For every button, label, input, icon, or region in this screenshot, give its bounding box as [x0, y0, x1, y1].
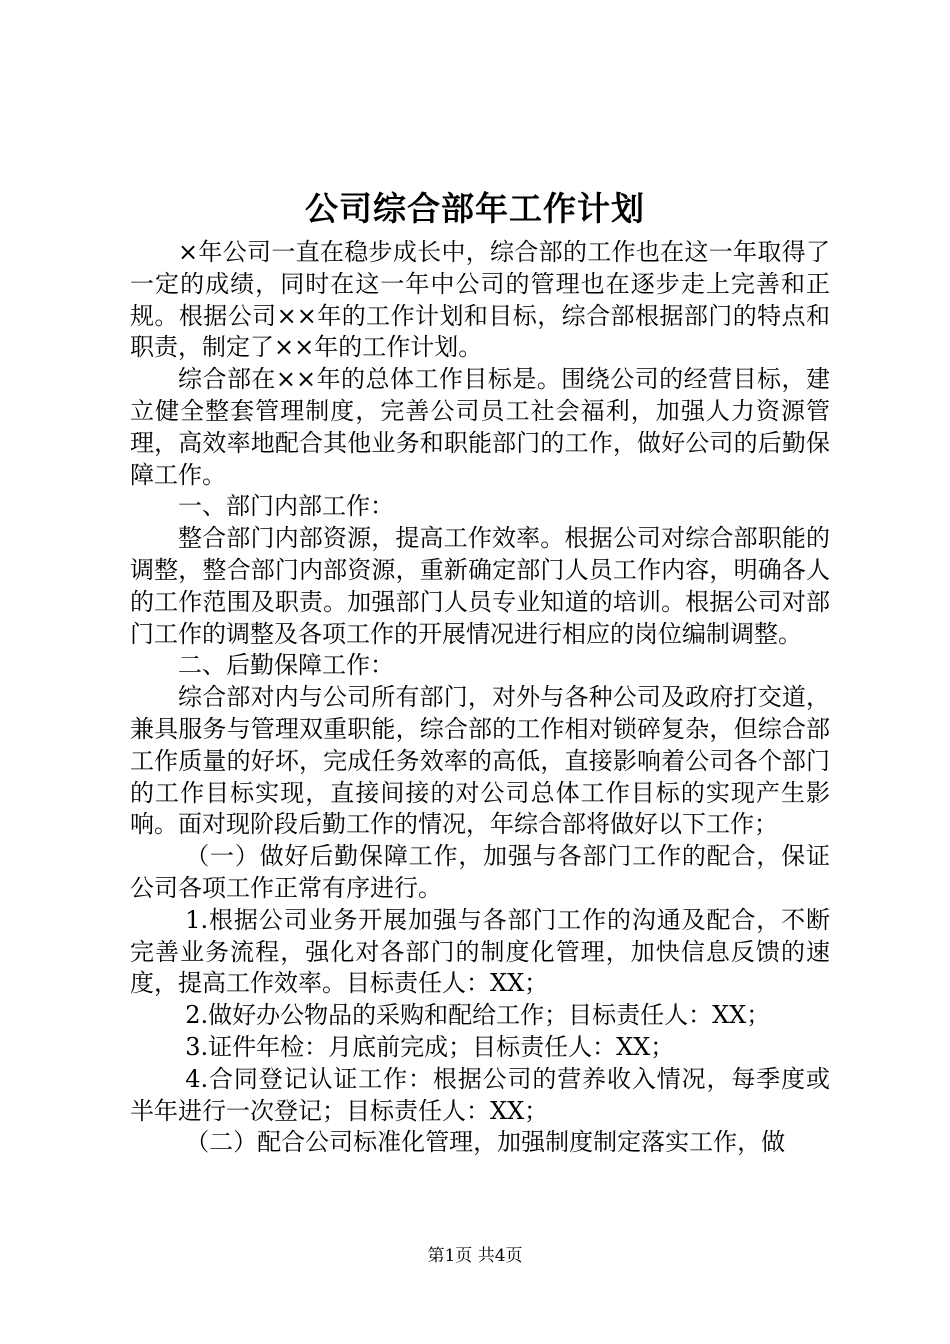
list-item-3: 3.证件年检：月底前完成；目标责任人：XX；	[185, 1032, 675, 1061]
subsection-standardization: （二）配合公司标准化管理，加强制度制定落实工作，做	[185, 1128, 786, 1157]
list-item-4: 4.合同登记认证工作：根据公司的营养收入情况，每季度或半年进行一次登记；目标责任人：XX；	[130, 1064, 830, 1125]
subsection-logistics-support: （一）做好后勤保障工作，加强与各部门工作的配合，保证公司各项工作正常有序进行。	[130, 842, 830, 902]
paragraph-internal-work: 整合部门内部资源，提高工作效率。根据公司对综合部职能的调整，整合部门内部资源，重新确定部门人员工作内容，明确各人的工作范围及职责。加强部门人员专业知道的培训。根据公司对部门工作的调整及各项工作的开展情况进行相应的岗位编制调整。	[130, 524, 830, 648]
list-item-1: 1.根据公司业务开展加强与各部门工作的沟通及配合，不断完善业务流程，强化对各部门的制度化管理，加快信息反馈的速度，提高工作效率。目标责任人：XX；	[130, 905, 830, 998]
document-title: 公司综合部年工作计划	[305, 189, 645, 228]
page-footer: 第1页 共4页	[427, 1246, 523, 1266]
paragraph-intro: ×年公司一直在稳步成长中，综合部的工作也在这一年取得了一定的成绩，同时在这一年中公司的管理也在逐步走上完善和正规。根据公司××年的工作计划和目标，综合部根据部门的特点和职责，制定了××年的工作计划。	[130, 238, 830, 362]
section-heading-internal-work: 一、部门内部工作：	[178, 492, 394, 521]
paragraph-logistics: 综合部对内与公司所有部门，对外与各种公司及政府打交道，兼具服务与管理双重职能，综合部的工作相对锁碎复杂，但综合部工作质量的好坏，完成任务效率的高低，直接影响着公司各个部门的工作目标实现，直接间接的对公司总体工作目标的实现产生影响。面对现阶段后勤工作的情况，年综合部将做好以下工作；	[130, 683, 830, 839]
list-item-2: 2.做好办公物品的采购和配给工作；目标责任人：XX；	[185, 1001, 771, 1030]
paragraph-overall-goal: 综合部在××年的总体工作目标是。围绕公司的经营目标，建立健全整套管理制度，完善公司员工社会福利，加强人力资源管理，高效率地配合其他业务和职能部门的工作，做好公司的后勤保障工作。	[130, 365, 830, 489]
section-heading-logistics: 二、后勤保障工作：	[178, 651, 394, 680]
document-body	[130, 237, 830, 1159]
